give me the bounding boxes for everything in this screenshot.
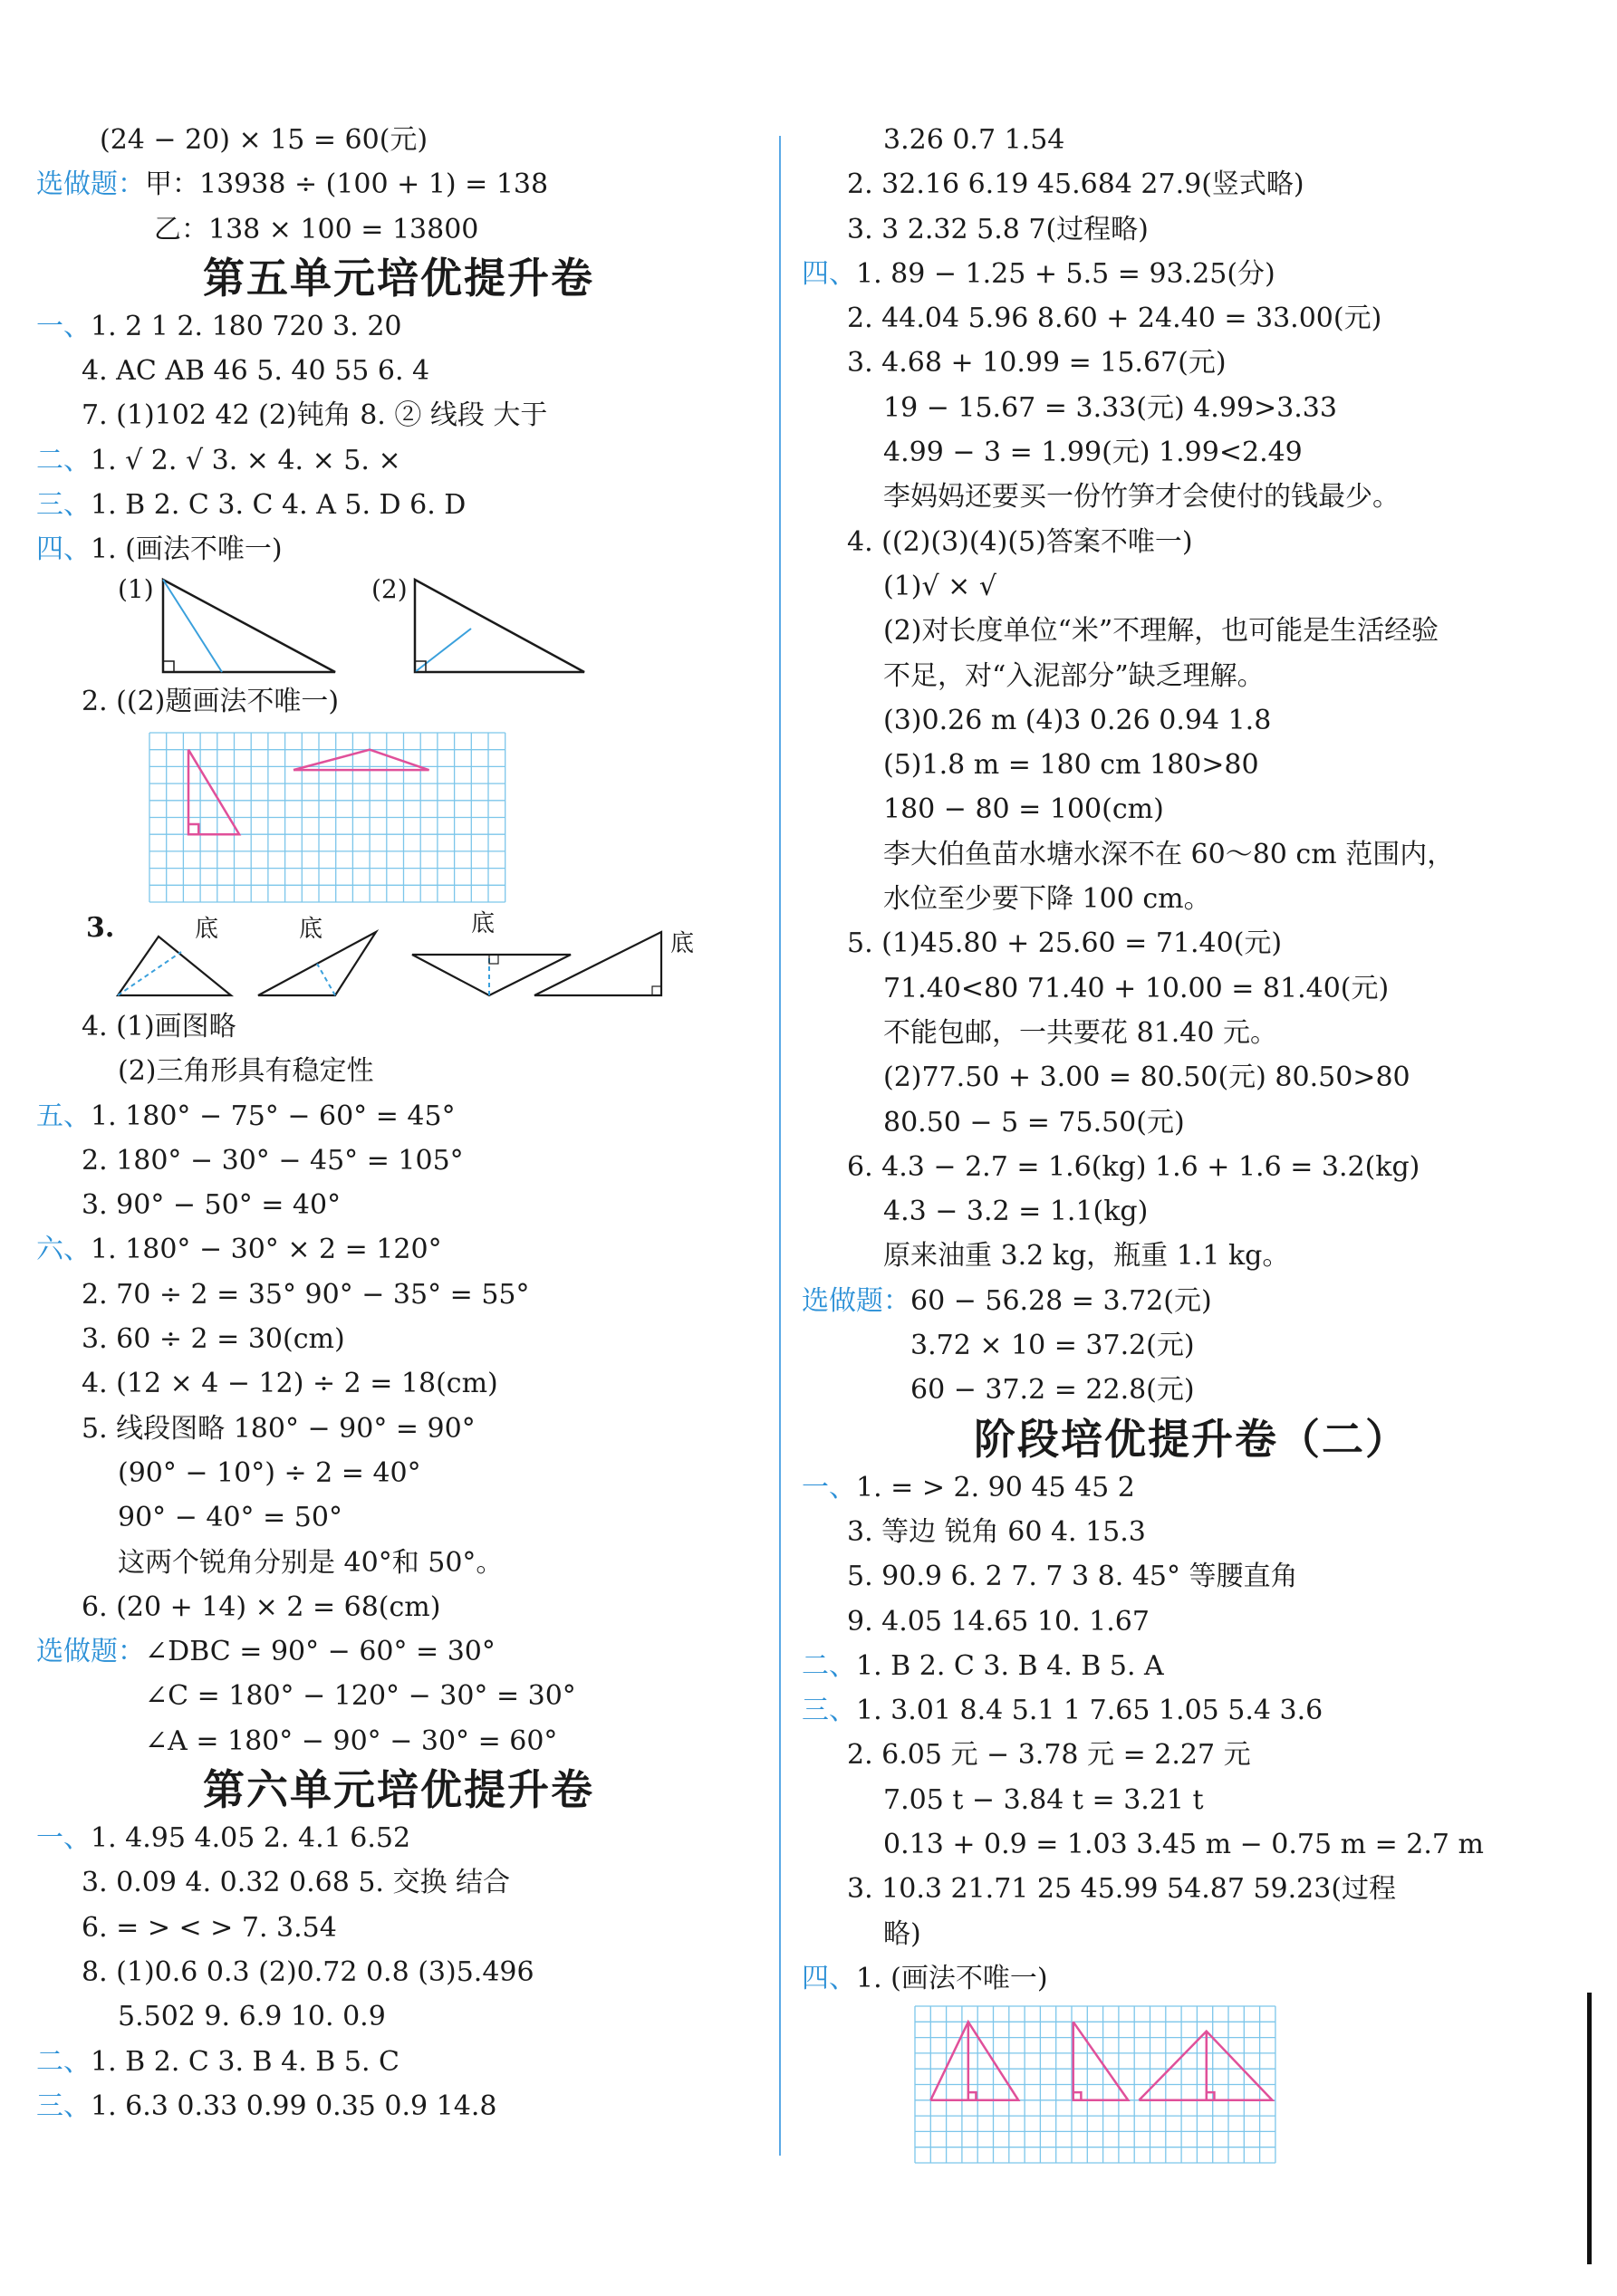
answer-text: 8. (1)0.6 0.3 (2)0.72 0.8 (3)5.496 [82, 1955, 534, 1988]
answer-line [36, 2084, 761, 2128]
answer-line [802, 654, 1581, 698]
column-divider [779, 136, 781, 2156]
answer-text: (5)1.8 m = 180 cm 180>80 [883, 749, 1259, 782]
answer-line [802, 430, 1581, 475]
answer-text: 71.40<80 71.40 + 10.00 = 81.40(元) [883, 972, 1390, 1004]
right-angle-mark [188, 824, 198, 834]
answer-text: ∠C = 180° − 120° − 30° = 30° [145, 1680, 576, 1713]
answer-text: 2. 70 ÷ 2 = 35° 90° − 35° = 55° [82, 1278, 530, 1311]
answer-text: 3. 10.3 21.71 25 45.99 54.87 59.23(过程 [847, 1873, 1397, 1906]
answer-text: 原来油重 3.2 kg，瓶重 1.1 kg。 [883, 1240, 1290, 1273]
answer-text: 1. = > 2. 90 45 45 2 [856, 1471, 1135, 1503]
answer-line [36, 1629, 761, 1674]
answer-line [36, 1407, 761, 1451]
answer-line [36, 527, 761, 572]
answer-line [36, 1451, 761, 1495]
answer-text: 4. (12 × 4 − 12) ÷ 2 = 18(cm) [82, 1368, 498, 1400]
triangles-with-bases [36, 905, 761, 1004]
answer-text: 3. 3 2.32 5.8 7(过程略) [847, 213, 1149, 245]
answer-line [36, 1317, 761, 1361]
answer-text: 4. ((2)(3)(4)(5)答案不唯一) [847, 525, 1193, 558]
left-column [36, 118, 761, 2128]
answer-line [36, 1541, 761, 1585]
answer-line [802, 787, 1581, 831]
section-marker: 三、 [36, 2089, 91, 2122]
answer-text: 1. 180° − 30° × 2 = 120° [91, 1234, 442, 1266]
answer-line [36, 1183, 761, 1227]
answer-line [802, 1011, 1581, 1055]
base-label-3: 底 [471, 909, 496, 937]
answer-text: 5. (1)45.80 + 25.60 = 71.40(元) [847, 927, 1283, 960]
answer-text: 1. 2 1 2. 180 720 3. 20 [91, 310, 402, 342]
answer-line [36, 1094, 761, 1138]
answer-text: 3.72 × 10 = 37.2(元) [910, 1330, 1195, 1362]
answer-text: 60 − 56.28 = 3.72(元) [910, 1284, 1212, 1317]
answer-text: 0.13 + 0.9 = 1.03 3.45 m − 0.75 m = 2.7 m [883, 1828, 1484, 1860]
section-marker: 四、 [802, 1962, 856, 1994]
answer-text: 1. B 2. C 3. B 4. B 5. A [856, 1649, 1164, 1682]
answer-line [802, 1055, 1581, 1100]
answer-line [36, 1674, 761, 1718]
answer-line [802, 1323, 1581, 1368]
section-marker: 二、 [36, 444, 91, 476]
answer-line [802, 1600, 1581, 1644]
answer-line [802, 296, 1581, 341]
section-title: 第六单元培优提升卷 [203, 1765, 594, 1815]
answer-text: 甲：13938 ÷ (100 + 1) = 138 [145, 168, 549, 201]
answer-text: 3. 90° − 50° = 40° [82, 1189, 342, 1222]
right-mark-b [1073, 2092, 1082, 2100]
grid-triangles-2 [802, 2001, 1581, 2173]
section-marker: 三、 [802, 1695, 856, 1727]
answer-line [802, 698, 1581, 743]
answer-text: 7.05 t − 3.84 t = 3.21 t [883, 1783, 1204, 1816]
answer-text: 2. 6.05 元 − 3.78 元 = 2.27 元 [847, 1739, 1251, 1772]
answer-line [36, 438, 761, 483]
answer-line [802, 1279, 1581, 1323]
figure-grid-triangles-2 [802, 2001, 1581, 2173]
answer-text: 水位至少要下降 100 cm。 [883, 883, 1211, 916]
answer-line [36, 679, 761, 724]
answer-text: 7. (1)102 42 (2)钝角 8. ② 线段 大于 [82, 399, 548, 432]
answer-text: 4. AC AB 46 5. 40 55 6. 4 [82, 355, 430, 388]
section-marker: 二、 [802, 1649, 856, 1682]
answer-line [802, 252, 1581, 296]
figure-triangle-heights [36, 572, 761, 679]
answer-line [36, 349, 761, 393]
answer-text: 4.99 − 3 = 1.99(元) 1.99<2.49 [883, 437, 1303, 469]
page-edge-mark [1587, 1993, 1592, 2264]
answer-line [802, 921, 1581, 965]
answer-line [36, 162, 761, 207]
answer-line [36, 118, 761, 162]
answer-line [802, 1778, 1581, 1822]
answer-text: (2)对长度单位“米”不理解，也可能是生活经验 [883, 615, 1439, 648]
answer-line [802, 341, 1581, 385]
answer-text: 不足，对“入泥部分”缺乏理解。 [883, 659, 1265, 692]
answer-text: 2. 180° − 30° − 45° = 105° [82, 1144, 464, 1177]
answer-text: 李大伯鱼苗水塘水深不在 60～80 cm 范围内， [883, 838, 1455, 870]
section-marker: 三、 [36, 489, 91, 522]
answer-line [802, 386, 1581, 430]
triangle-b [1073, 2022, 1129, 2100]
answer-line [802, 1688, 1581, 1733]
figure-triangle-bases [36, 905, 761, 1004]
answer-text: 5. 90.9 6. 2 7. 7 3 8. 45° 等腰直角 [847, 1561, 1298, 1593]
answer-text: ∠A = 180° − 90° − 30° = 60° [145, 1724, 558, 1757]
answer-text: 1. 3.01 8.4 5.1 1 7.65 1.05 5.4 3.6 [856, 1695, 1323, 1727]
answer-line [36, 1361, 761, 1406]
answer-line [802, 1733, 1581, 1777]
answer-text: 乙：138 × 100 = 13800 [154, 213, 479, 245]
section-marker: 四、 [802, 257, 856, 290]
answer-line [36, 1860, 761, 1905]
answer-text: 1. √ 2. √ 3. × 4. × 5. × [91, 444, 401, 476]
answer-line [802, 1644, 1581, 1688]
answer-text: 1. B 2. C 3. B 4. B 5. C [91, 2045, 399, 2078]
answer-text: 1. (画法不唯一) [91, 533, 283, 566]
answer-text: (2)三角形具有稳定性 [118, 1055, 374, 1088]
answer-text: 3. 60 ÷ 2 = 30(cm) [82, 1323, 345, 1356]
answer-line [36, 207, 761, 252]
answer-line [802, 1912, 1581, 1956]
answer-text: 180 − 80 = 100(cm) [883, 793, 1164, 826]
answer-text: 3. 0.09 4. 0.32 0.68 5. 交换 结合 [82, 1867, 511, 1899]
answer-text: 4. (1)画图略 [82, 1010, 236, 1042]
answer-text: (1)√ × √ [883, 570, 996, 602]
answer-text: (2)77.50 + 3.00 = 80.50(元) 80.50>80 [883, 1062, 1410, 1094]
answer-text: 略) [883, 1917, 921, 1950]
answer-text: 6. (20 + 14) × 2 = 68(cm) [82, 1590, 441, 1623]
right-triangle [188, 750, 239, 835]
right-column [802, 118, 1581, 2173]
answer-text: 60 − 37.2 = 22.8(元) [910, 1374, 1195, 1407]
answer-line [802, 1234, 1581, 1278]
answer-text: 不能包邮，一共要花 81.40 元。 [883, 1016, 1277, 1049]
answer-line [802, 475, 1581, 519]
base-label-1: 底 [195, 915, 219, 943]
section-title: 第五单元培优提升卷 [203, 253, 594, 303]
right-mark-a [968, 2092, 977, 2100]
triangle-a [930, 2022, 1018, 2100]
answer-text: 9. 4.05 14.65 10. 1.67 [847, 1605, 1150, 1638]
answer-line [36, 1719, 761, 1763]
section-marker: 六、 [36, 1234, 91, 1266]
answer-text: 1. 6.3 0.33 0.99 0.35 0.9 14.8 [91, 2089, 497, 2122]
answer-text: (24 − 20) × 15 = 60(元) [100, 124, 428, 156]
answer-line [36, 1495, 761, 1540]
answer-line [802, 1956, 1581, 2001]
answer-line [802, 1145, 1581, 1189]
answer-text: 3. 4.68 + 10.99 = 15.67(元) [847, 347, 1227, 379]
answer-line [802, 743, 1581, 787]
answer-text: 1. 4.95 4.05 2. 4.1 6.52 [91, 1822, 411, 1855]
answer-text: 5. 线段图略 180° − 90° = 90° [82, 1412, 476, 1445]
answer-line [802, 118, 1581, 162]
answer-text: 80.50 − 5 = 75.50(元) [883, 1106, 1185, 1138]
answer-line [36, 1004, 761, 1049]
section-marker: 选做题： [36, 168, 145, 201]
answer-line [36, 2040, 761, 2084]
answer-text: ∠DBC = 90° − 60° = 30° [145, 1636, 496, 1668]
answer-line [802, 1822, 1581, 1867]
answer-line [36, 1227, 761, 1272]
answer-text: 3. 等边 锐角 60 4. 15.3 [847, 1515, 1146, 1548]
answer-line [36, 1049, 761, 1093]
answer-text: 4.3 − 3.2 = 1.1(kg) [883, 1196, 1149, 1228]
answer-text: 6. 4.3 − 2.7 = 1.6(kg) 1.6 + 1.6 = 3.2(kg) [847, 1150, 1420, 1183]
answer-line [36, 1994, 761, 2039]
section-marker: 一、 [36, 310, 91, 342]
answer-text: 1. 89 − 1.25 + 5.5 = 93.25(分) [856, 257, 1275, 290]
answer-line [802, 1510, 1581, 1554]
fig-label-1: (1) [118, 573, 154, 604]
section-marker: 一、 [802, 1471, 856, 1503]
answer-text: 90° − 40° = 50° [118, 1502, 342, 1534]
answer-text: 19 − 15.67 = 3.33(元) 4.99>3.33 [883, 391, 1337, 424]
section-marker: 选做题： [802, 1284, 910, 1317]
section-marker: 二、 [36, 2045, 91, 2078]
figure-grid-triangles [36, 724, 761, 905]
section-title: 阶段培优提升卷（二） [974, 1414, 1409, 1464]
answer-text: 3.26 0.7 1.54 [883, 124, 1065, 156]
answer-line [802, 877, 1581, 921]
answer-line [802, 520, 1581, 564]
section-marker: 选做题： [36, 1636, 145, 1668]
answer-line [802, 564, 1581, 609]
answer-line [802, 1368, 1581, 1412]
fig3-number: 3. [86, 911, 115, 944]
answer-text: 5.502 9. 6.9 10. 0.9 [118, 2001, 386, 2033]
answer-text: (3)0.26 m (4)3 0.26 0.94 1.8 [883, 704, 1272, 736]
answer-line [36, 304, 761, 349]
answer-line [802, 1189, 1581, 1234]
answer-line [802, 1100, 1581, 1145]
answer-line [36, 483, 761, 527]
answer-line [36, 1906, 761, 1950]
answer-text: 2. ((2)题画法不唯一) [82, 685, 340, 717]
answer-line [802, 1554, 1581, 1599]
answer-text: (90° − 10°) ÷ 2 = 40° [118, 1456, 421, 1489]
answer-line [802, 966, 1581, 1011]
answer-text: 李妈妈还要买一份竹笋才会使付的钱最少。 [883, 481, 1400, 514]
answer-line [802, 609, 1581, 653]
section-marker: 四、 [36, 533, 91, 566]
answer-text: 1. B 2. C 3. C 4. A 5. D 6. D [91, 489, 467, 522]
answer-line [802, 1465, 1581, 1510]
answer-line [36, 393, 761, 437]
answer-line [36, 1138, 761, 1183]
answer-text: 2. 32.16 6.19 45.684 27.9(竖式略) [847, 168, 1304, 201]
grid-triangles [36, 724, 761, 905]
answer-line [802, 162, 1581, 207]
base-label-2: 底 [299, 915, 323, 943]
base-label-4: 底 [670, 929, 695, 957]
section-marker: 五、 [36, 1100, 91, 1132]
answer-line [802, 832, 1581, 877]
section-marker: 一、 [36, 1822, 91, 1855]
answer-text: 6. = > < > 7. 3.54 [82, 1911, 337, 1944]
answer-text: 1. 180° − 75° − 60° = 45° [91, 1100, 456, 1132]
answer-line [36, 1950, 761, 1994]
answer-text: 2. 44.04 5.96 8.60 + 24.40 = 33.00(元) [847, 303, 1382, 335]
answer-line [802, 207, 1581, 252]
fig-label-2: (2) [371, 573, 408, 604]
answer-text: 1. (画法不唯一) [856, 1962, 1048, 1994]
answer-line [36, 1585, 761, 1629]
answer-line [36, 1273, 761, 1317]
answer-line [802, 1867, 1581, 1911]
answer-line [36, 1816, 761, 1860]
answer-text: 这两个锐角分别是 40°和 50°。 [118, 1546, 504, 1579]
